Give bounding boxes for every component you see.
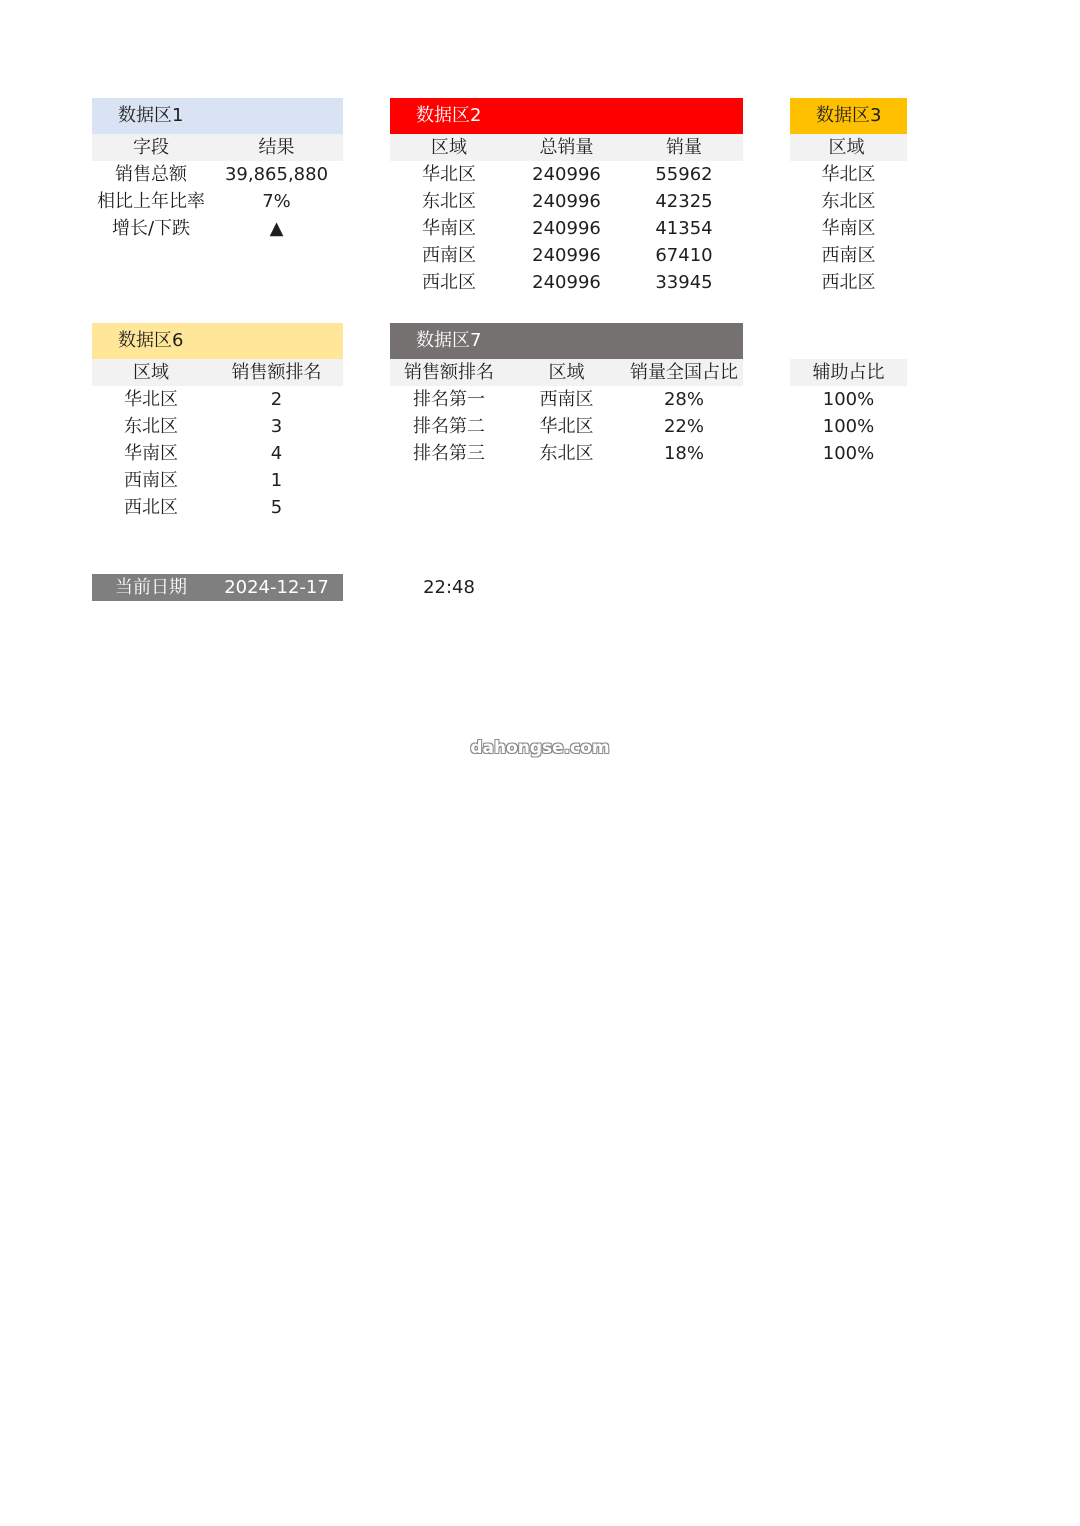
cell-region: 华北区 [821,164,876,185]
data-area-7-title: 数据区7 [390,323,743,359]
col-header-region: 区域 [431,137,467,158]
cell-region: 华南区 [422,218,476,239]
table-row [390,242,743,269]
cell-share: 28% [663,389,704,410]
cell-rank: 4 [270,443,283,464]
data-area-2 [390,98,743,296]
cell-region: 华北区 [539,416,594,437]
cell-region: 西南区 [821,245,876,266]
data-area-6-header [92,359,343,386]
cell-region: 东北区 [422,191,476,212]
data-area-3 [790,98,907,296]
data-area-3-header [790,134,907,161]
current-date-label: 当前日期 [115,577,187,598]
aux-share-area [790,359,907,467]
cell-total-sales: 240996 [532,245,601,266]
table-row [92,188,343,215]
table-row [790,413,907,440]
cell-region: 西北区 [124,497,178,518]
table-row [790,188,907,215]
table-row [92,467,343,494]
cell-region: 东北区 [124,416,178,437]
table-row [390,161,743,188]
cell-total-sales: 240996 [532,272,601,293]
cell-region: 西北区 [821,272,876,293]
cell-rank: 3 [270,416,283,437]
cell-result: 39,865,880 [224,164,329,185]
cell-rank: 2 [270,389,283,410]
table-row [390,440,743,467]
cell-sales: 42325 [655,191,713,212]
cell-rank: 排名第三 [413,443,485,464]
table-row [790,269,907,296]
cell-region: 华北区 [124,389,178,410]
current-date-value: 2024-12-17 [224,577,329,598]
cell-region: 西南区 [422,245,476,266]
col-header-result: 结果 [258,137,295,158]
current-time: 22:48 [423,577,475,598]
cell-aux-share: 100% [822,443,875,464]
data-area-6 [92,323,343,521]
col-header-region: 区域 [548,362,585,383]
cell-field: 销售总额 [115,164,187,185]
cell-rank: 排名第二 [413,416,485,437]
table-row [92,161,343,188]
data-area-2-title: 数据区2 [390,98,743,134]
col-header-rank: 销售额排名 [404,362,494,383]
cell-sales: 55962 [655,164,713,185]
watermark: dahongse.com [470,738,610,758]
cell-share: 18% [663,443,704,464]
cell-region: 东北区 [539,443,594,464]
table-row [390,413,743,440]
cell-region: 华北区 [422,164,476,185]
cell-total-sales: 240996 [532,218,601,239]
cell-region: 东北区 [821,191,876,212]
cell-sales: 67410 [655,245,713,266]
cell-region: 西北区 [422,272,476,293]
col-header-sales: 销量 [666,137,702,158]
aux-share-header [790,359,907,386]
table-row [790,440,907,467]
table-row [92,215,343,242]
table-row [92,494,343,521]
trend-up-icon: ▲ [269,218,284,239]
col-header-total-sales: 总销量 [539,137,594,158]
table-row [390,215,743,242]
cell-aux-share: 100% [822,416,875,437]
data-area-1 [92,98,343,242]
cell-result: 7% [262,191,291,212]
table-row [790,215,907,242]
table-row [390,188,743,215]
col-header-rank: 销售额排名 [231,362,322,383]
data-area-6-title: 数据区6 [92,323,343,359]
cell-field: 相比上年比率 [97,191,205,212]
cell-sales: 33945 [655,272,713,293]
cell-region: 西南区 [124,470,178,491]
cell-share: 22% [663,416,704,437]
cell-region: 华南区 [821,218,876,239]
col-header-field: 字段 [133,137,169,158]
data-area-7-header [390,359,743,386]
col-header-share: 销量全国占比 [630,362,738,383]
data-area-3-title: 数据区3 [790,98,907,134]
cell-rank: 5 [270,497,283,518]
cell-sales: 41354 [655,218,713,239]
cell-field: 增长/下跌 [111,218,191,239]
data-area-1-header [92,134,343,161]
col-header-region: 区域 [828,137,865,158]
table-row [390,269,743,296]
table-row [790,242,907,269]
cell-region: 华南区 [124,443,178,464]
table-row [92,440,343,467]
col-header-region: 区域 [133,362,169,383]
cell-aux-share: 100% [822,389,875,410]
cell-total-sales: 240996 [532,191,601,212]
cell-rank: 1 [270,470,283,491]
data-area-7 [390,323,743,467]
cell-total-sales: 240996 [532,164,601,185]
col-header-aux-share: 辅助占比 [812,362,885,383]
cell-region: 西南区 [539,389,594,410]
table-row [790,386,907,413]
data-area-2-header [390,134,743,161]
cell-rank: 排名第一 [413,389,485,410]
table-row [790,161,907,188]
table-row [390,386,743,413]
current-date-bar [92,574,343,601]
data-area-1-title: 数据区1 [92,98,343,134]
table-row [92,413,343,440]
table-row [92,386,343,413]
